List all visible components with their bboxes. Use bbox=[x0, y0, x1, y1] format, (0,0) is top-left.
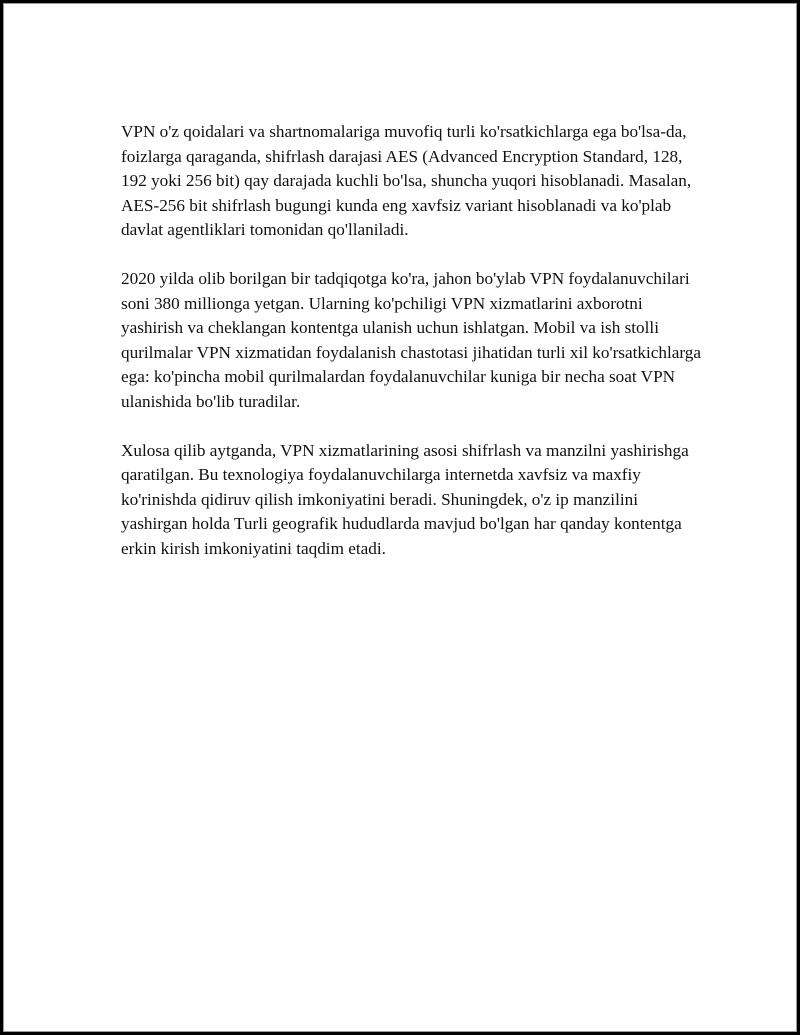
paragraph-vpn-users-study: 2020 yilda olib borilgan bir tadqiqotga ko'ra, jahon bo'ylab VPN foydalanuvchilari soni 380 millionga yetgan. Ularning ko'pchiligi VPN xizmatlarini axborotni yashirish va cheklangan kontentga ulanish uchun ishlatgan. Mobil va ish stolli qurilmalar VPN xizmatidan foydalanish chastotasi jihatidan turli xil ko'rsatkichlarga ega: ko'pincha mobil qurilmalardan foydalanuvchilar kuniga bir necha soat VPN ulanishida bo'lib turadilar. bbox=[121, 269, 702, 411]
paragraph-vpn-encryption: VPN o'z qoidalari va shartnomalariga muvofiq turli ko'rsatkichlarga ega bo'lsa-da, foizlarga qaraganda, shifrlash darajasi AES (Advanced Encryption Standard, 128, 192 yoki 256 bit) qay darajada kuchli bo'lsa, shuncha yuqori hisoblanadi. Masalan, AES-256 bit shifrlash bugungi kunda eng xavfsiz variant hisoblanadi va ko'plab davlat agentliklari tomonidan qo'llaniladi. bbox=[121, 122, 692, 239]
document-body bbox=[121, 120, 703, 586]
paragraph-conclusion: Xulosa qilib aytganda, VPN xizmatlarining asosi shifrlash va manzilni yashirishga qaratilgan. Bu texnologiya foydalanuvchilarga internetda xavfsiz va maxfiy ko'rinishda qidiruv qilish imkoniyatini beradi. Shuningdek, o'z ip manzilini yashirgan holda Turli geografik hududlarda mavjud bo'lgan har qanday kontentga erkin kirish imkoniyatini taqdim etadi. bbox=[121, 440, 689, 558]
